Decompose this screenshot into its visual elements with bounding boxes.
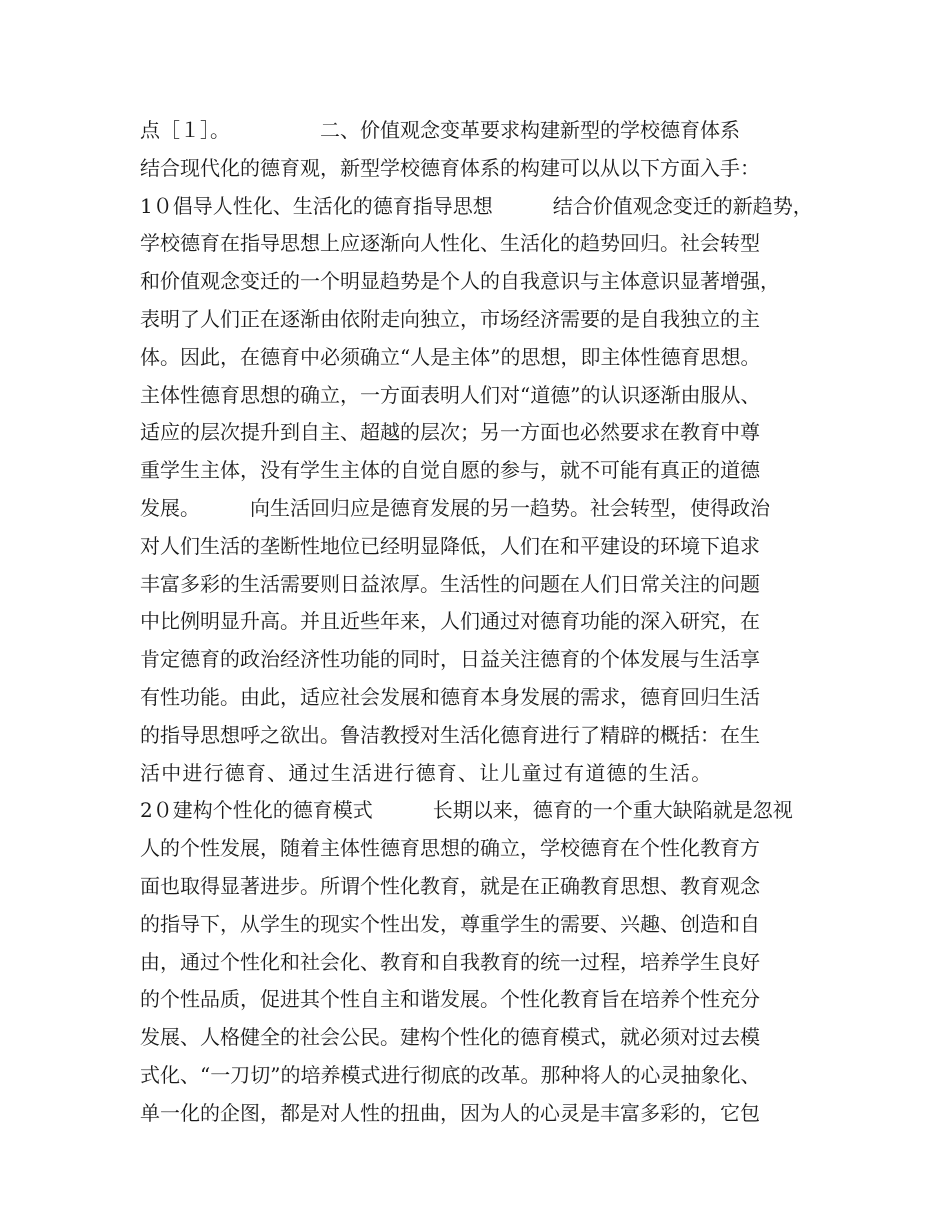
text-line: 体。因此，在德育中必须确立“人是主体”的思想，即主体性德育思想。	[140, 344, 761, 369]
text-line: 重学生主体，没有学生主体的自觉自愿的参与，就不可能有真正的道德	[140, 458, 760, 483]
text-line: 主体性德育思想的确立，一方面表明人们对“道德”的认识逐渐由服从、	[140, 382, 761, 407]
text-line: 的指导下，从学生的现实个性出发，尊重学生的需要、兴趣、创造和自	[140, 911, 760, 936]
text-line: 和价值观念变迁的一个明显趋势是个人的自我意识与主体意识显著增强，	[140, 269, 780, 294]
text-line: 面也取得显著进步。所谓个性化教育，就是在正确教育思想、教育观念	[140, 873, 760, 898]
text-line: 由，通过个性化和社会化、教育和自我教育的统一过程，培养学生良好	[140, 949, 760, 974]
text-line: 活中进行德育、通过生活进行德育、让儿童过有道德的生活。	[140, 760, 713, 785]
text-line: 适应的层次提升到自主、超越的层次；另一方面也必然要求在教育中尊	[140, 420, 760, 445]
text-line: 2０建构个性化的德育模式 长期以来，德育的一个重大缺陷就是忽视	[140, 798, 793, 823]
text-line: 人的个性发展，随着主体性德育思想的确立，学校德育在个性化教育方	[140, 836, 760, 861]
body-text	[140, 112, 820, 1133]
text-line: 单一化的企图，都是对人性的扭曲，因为人的心灵是丰富多彩的，它包	[140, 1100, 760, 1125]
text-line: 肯定德育的政治经济性功能的同时，日益关注德育的个体发展与生活享	[140, 647, 760, 672]
text-line: 的个性品质，促进其个性自主和谐发展。个性化教育旨在培养个性充分	[140, 987, 760, 1012]
text-line: 发展、人格健全的社会公民。建构个性化的德育模式，就必须对过去模	[140, 1025, 760, 1050]
text-line: 1０倡导人性化、生活化的德育指导思想 结合价值观念变迁的新趋势，	[140, 193, 813, 218]
text-line: 点［１］。 二、价值观念变革要求构建新型的学校德育体系	[140, 118, 740, 142]
text-line: 中比例明显升高。并且近些年来，人们通过对德育功能的深入研究，在	[140, 609, 760, 634]
text-line: 发展。 向生活回归应是德育发展的另一趋势。社会转型，使得政治	[140, 495, 770, 520]
text-line: 丰富多彩的生活需要则日益浓厚。生活性的问题在人们日常关注的问题	[140, 571, 760, 596]
text-line: 表明了人们正在逐渐由依附走向独立，市场经济需要的是自我独立的主	[140, 306, 760, 331]
text-line: 式化、“一刀切”的培养模式进行彻底的改革。那种将人的心灵抽象化、	[140, 1062, 761, 1087]
text-line: 有性功能。由此，适应社会发展和德育本身发展的需求，德育回归生活	[140, 684, 760, 709]
text-line: 学校德育在指导思想上应逐渐向人性化、生活化的趋势回归。社会转型	[140, 231, 760, 256]
text-line: 对人们生活的垄断性地位已经明显降低，人们在和平建设的环境下追求	[140, 533, 760, 558]
text-line: 结合现代化的德育观，新型学校德育体系的构建可以从以下方面入手：	[140, 155, 760, 180]
text-line: 的指导思想呼之欲出。鲁洁教授对生活化德育进行了精辟的概括：在生	[140, 722, 760, 747]
